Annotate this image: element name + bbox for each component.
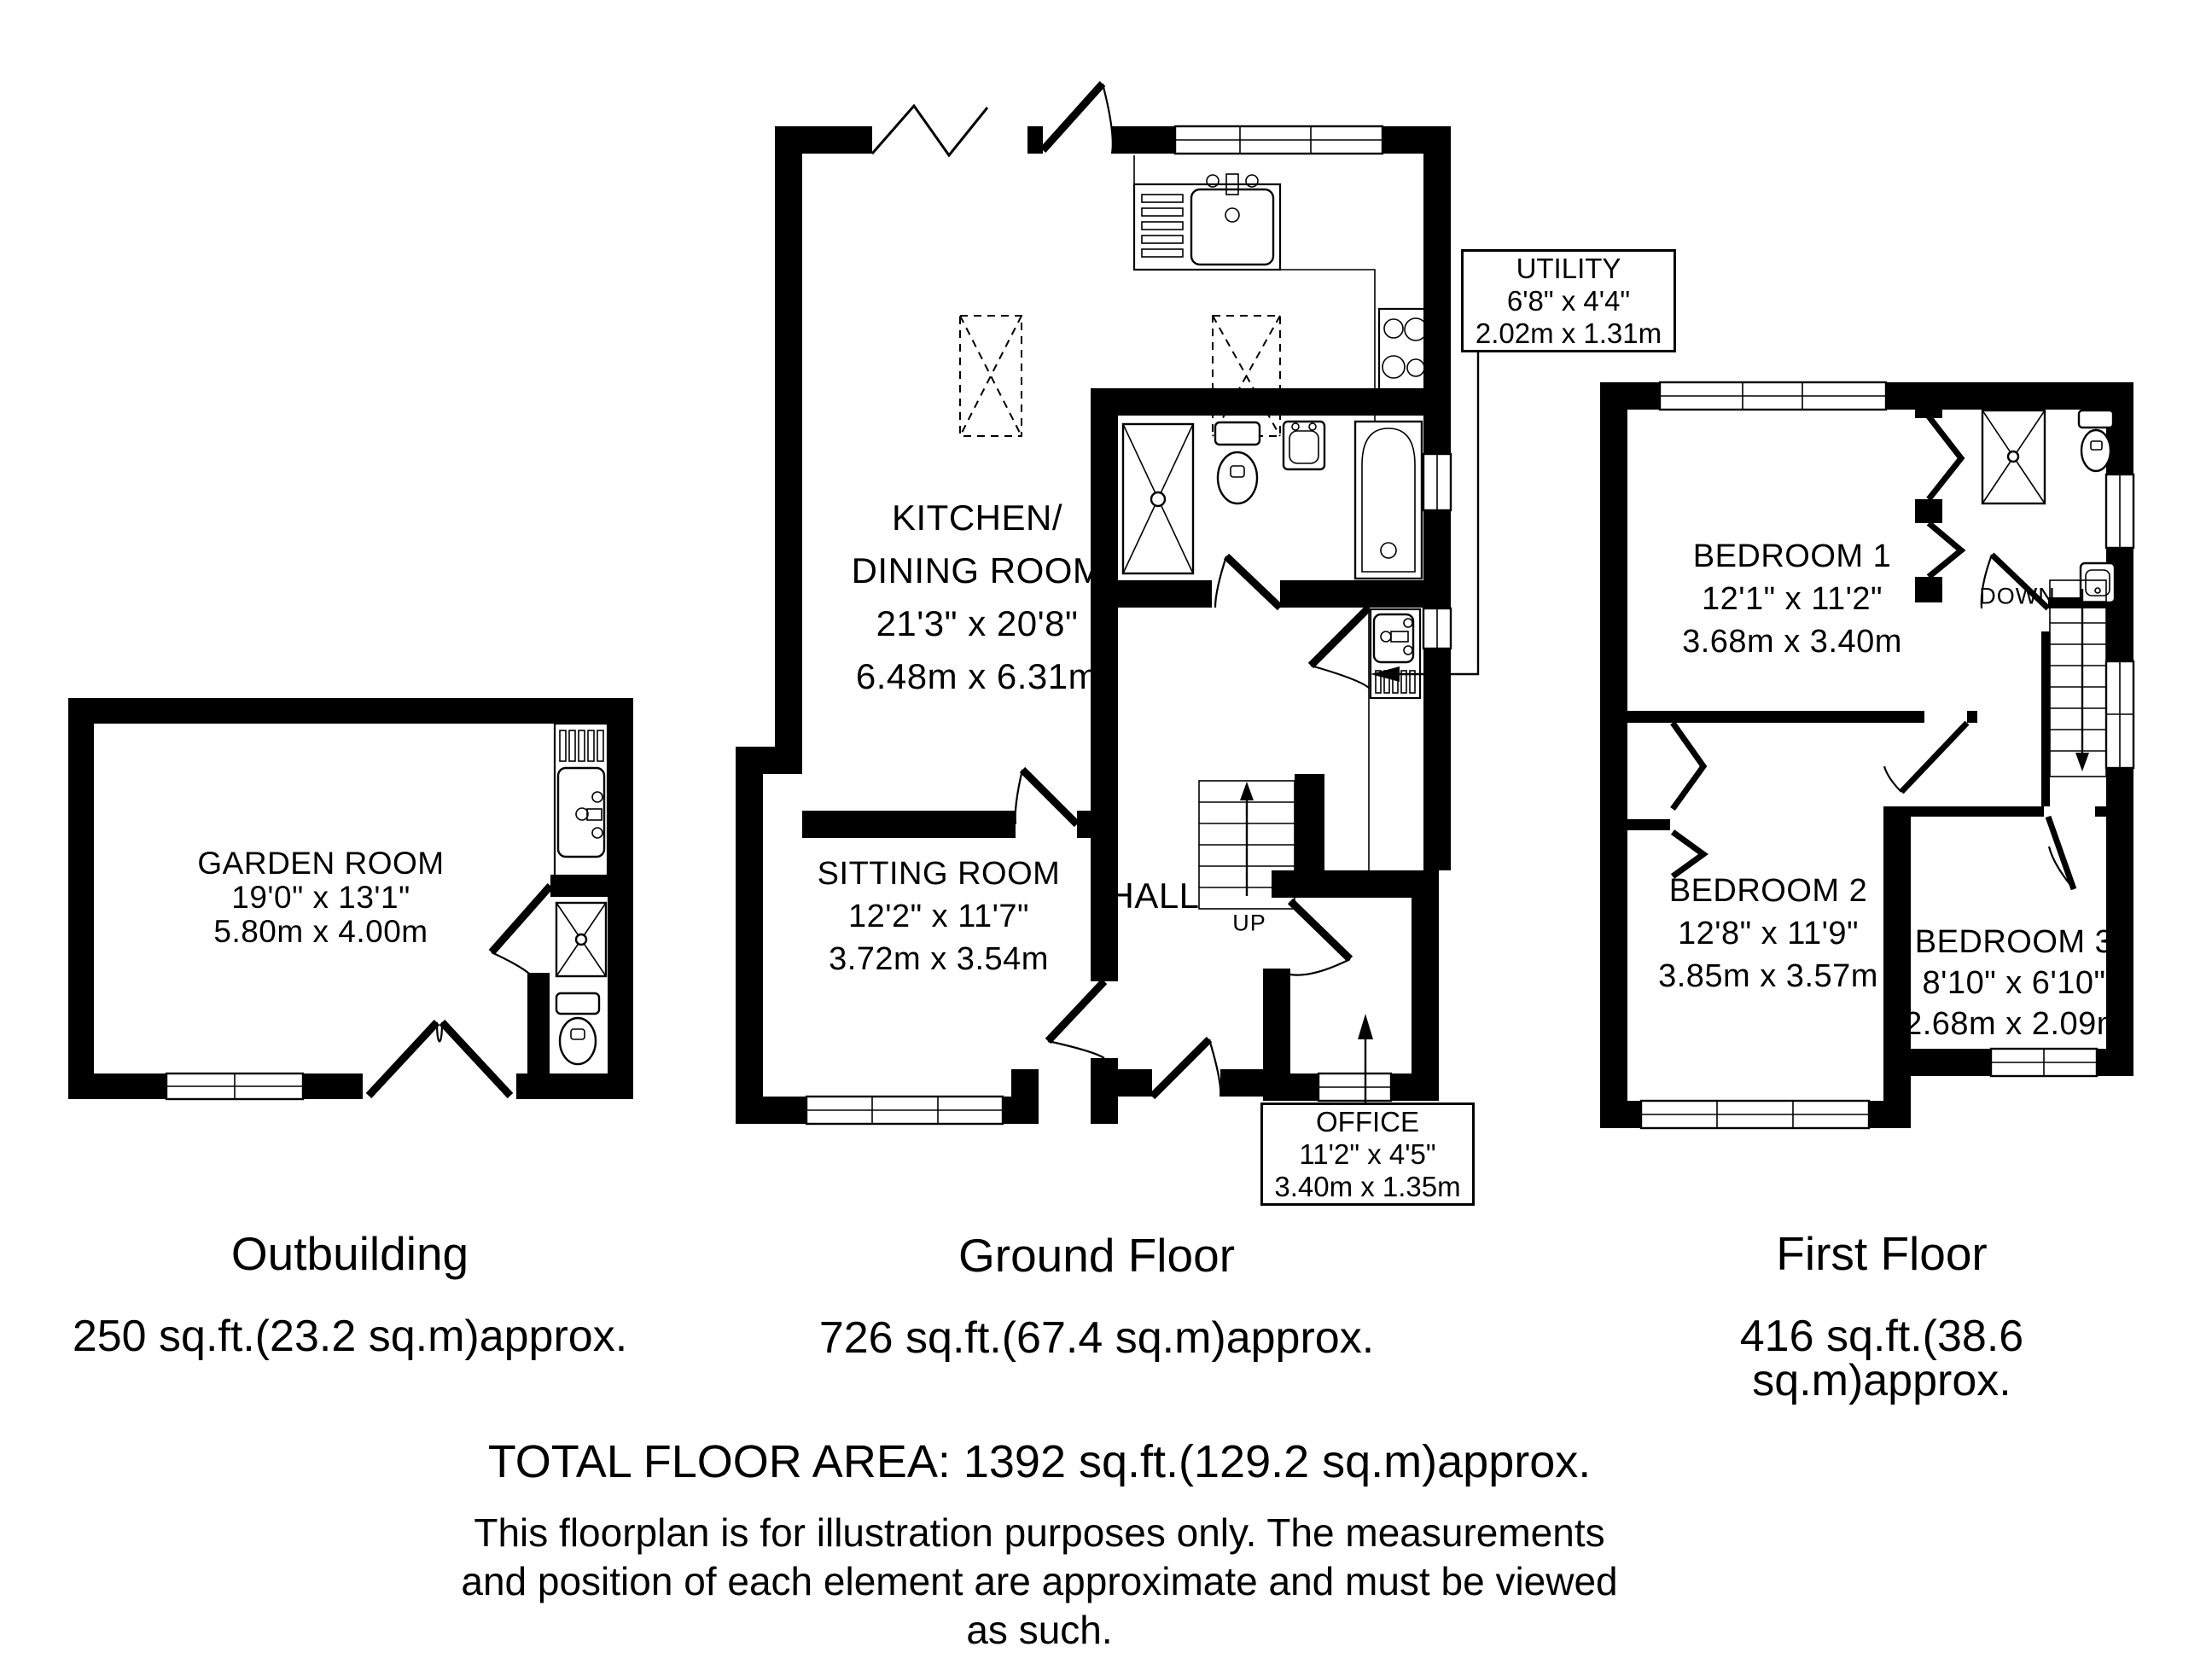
room-dims-ft: 12'2" x 11'7" — [847, 899, 1030, 934]
disclaimer-line: as such. — [966, 1608, 1113, 1652]
office-window — [1318, 1073, 1391, 1101]
room-name: DINING ROOM — [851, 550, 1103, 591]
room-dims-m: 3.72m x 3.54m — [829, 941, 1049, 977]
caption-area: 250 sq.ft.(23.2 sq.m)approx. — [72, 1312, 628, 1361]
room-dims-ft: 11'2" x 4'5" — [1299, 1137, 1436, 1170]
caption-area: 726 sq.ft.(67.4 sq.m)approx. — [818, 1313, 1375, 1363]
room-name: OFFICE — [1316, 1105, 1419, 1137]
room-name: BEDROOM 3 — [1914, 924, 2114, 960]
bathtub-symbol — [1355, 422, 1422, 579]
bedroom3-window — [1991, 1049, 2097, 1076]
utility-door — [1311, 608, 1369, 688]
hall-label: HALL — [1108, 876, 1200, 916]
kitchen-window — [1175, 126, 1382, 154]
kitchen-sitting-door — [1016, 770, 1077, 824]
room-name: BEDROOM 1 — [1692, 538, 1892, 574]
caption-title: First Floor — [1776, 1227, 1988, 1280]
shower-symbol — [1123, 424, 1193, 573]
room-dims-ft: 12'8" x 11'9" — [1677, 916, 1860, 951]
wc-door — [492, 886, 550, 974]
hob-symbol — [1379, 309, 1429, 389]
room-name: SITTING ROOM — [817, 856, 1061, 892]
staircase-down — [2050, 580, 2106, 777]
utility-label-box — [1461, 249, 1676, 352]
landing-window — [2106, 661, 2133, 768]
bedroom2-door — [1884, 723, 1967, 792]
rooflight-symbol — [960, 316, 1022, 436]
kitchen-dining-label — [852, 492, 1103, 703]
footer-disclaimer — [461, 1436, 1618, 1655]
outbuilding-window — [166, 1073, 303, 1099]
room-dims-ft: 19'0" x 13'1" — [231, 880, 410, 915]
total-floor-area: TOTAL FLOOR AREA: 1392 sq.ft.(129.2 sq.m)approx. — [487, 1436, 1592, 1487]
bedroom2-window — [1641, 1101, 1869, 1128]
disclaimer-line: This floorplan is for illustration purposes only. The measurements — [474, 1510, 1605, 1555]
utility-window — [1423, 608, 1451, 649]
shower-symbol — [556, 903, 606, 976]
toilet-symbol — [1215, 422, 1260, 503]
room-dims-ft: 12'1" x 11'2" — [1701, 581, 1883, 617]
office-label-box — [1260, 1103, 1475, 1206]
room-dims-m: 6.48m x 6.31m — [855, 656, 1099, 696]
room-dims-ft: 21'3" x 20'8" — [876, 603, 1079, 643]
room-dims-m: 3.40m x 1.35m — [1274, 1170, 1461, 1202]
caption-title: Outbuilding — [230, 1227, 469, 1280]
caption-title: Ground Floor — [958, 1229, 1236, 1282]
outbuilding-caption — [72, 1227, 628, 1361]
bathroom-window — [1423, 454, 1451, 510]
bedroom1-label — [1682, 535, 1902, 663]
wall-break-symbol — [872, 106, 987, 155]
shower-symbol — [1982, 410, 2045, 503]
office-door — [1290, 901, 1350, 975]
sitting-room-label — [818, 852, 1061, 980]
room-dims-m: 3.85m x 3.57m — [1658, 958, 1878, 994]
basin-symbol — [2081, 563, 2115, 602]
utility-sink-symbol — [1369, 608, 1420, 870]
bathroom-window-first — [2106, 474, 2133, 548]
ground-floor-caption — [818, 1229, 1375, 1363]
room-dims-m: 3.68m x 3.40m — [1682, 624, 1902, 660]
wardrobe-bifold-doors — [1929, 416, 1961, 577]
basin-symbol — [1284, 422, 1324, 469]
bathroom-door — [1215, 556, 1280, 608]
wardrobe-bifold-doors — [1673, 723, 1703, 876]
disclaimer-line: and position of each element are approximate and must be viewed — [461, 1559, 1618, 1603]
front-door — [1152, 1039, 1220, 1097]
bedroom3-door — [2048, 817, 2074, 889]
room-name: KITCHEN/ — [891, 497, 1063, 538]
caption-area: 416 sq.ft.(38.6 sq.m)approx. — [1739, 1312, 2024, 1405]
first-floor-caption — [1717, 1227, 2047, 1405]
double-door — [363, 1022, 516, 1099]
room-dims-ft: 8'10" x 6'10" — [1922, 965, 2106, 1001]
kitchen-sink-symbol — [1134, 174, 1280, 270]
sitting-room-door — [1048, 981, 1104, 1058]
room-dims-m: 2.68m x 2.09m — [1904, 1006, 2124, 1042]
kitchenette-sink-symbol — [555, 724, 608, 879]
toilet-symbol — [556, 993, 599, 1064]
toilet-symbol — [2079, 410, 2113, 471]
room-name: UTILITY — [1516, 252, 1621, 284]
bedroom2-label — [1658, 870, 1878, 998]
bedroom3-label — [1904, 922, 2124, 1044]
room-name: GARDEN ROOM — [197, 846, 445, 881]
bedroom1-window — [1660, 382, 1886, 410]
stairs-up-label: UP — [1232, 910, 1266, 936]
sitting-room-window — [806, 1097, 1003, 1124]
garden-room-label — [197, 847, 444, 949]
room-dims-m: 2.02m x 1.31m — [1475, 317, 1662, 349]
room-dims-ft: 6'8" x 4'4" — [1506, 284, 1631, 317]
stairs-down-label: DOWN — [1979, 583, 2056, 609]
room-dims-m: 5.80m x 4.00m — [213, 914, 428, 949]
rooflight-symbol — [1213, 316, 1280, 436]
room-name: BEDROOM 2 — [1668, 873, 1868, 909]
kitchen-entry-door — [1043, 84, 1113, 154]
